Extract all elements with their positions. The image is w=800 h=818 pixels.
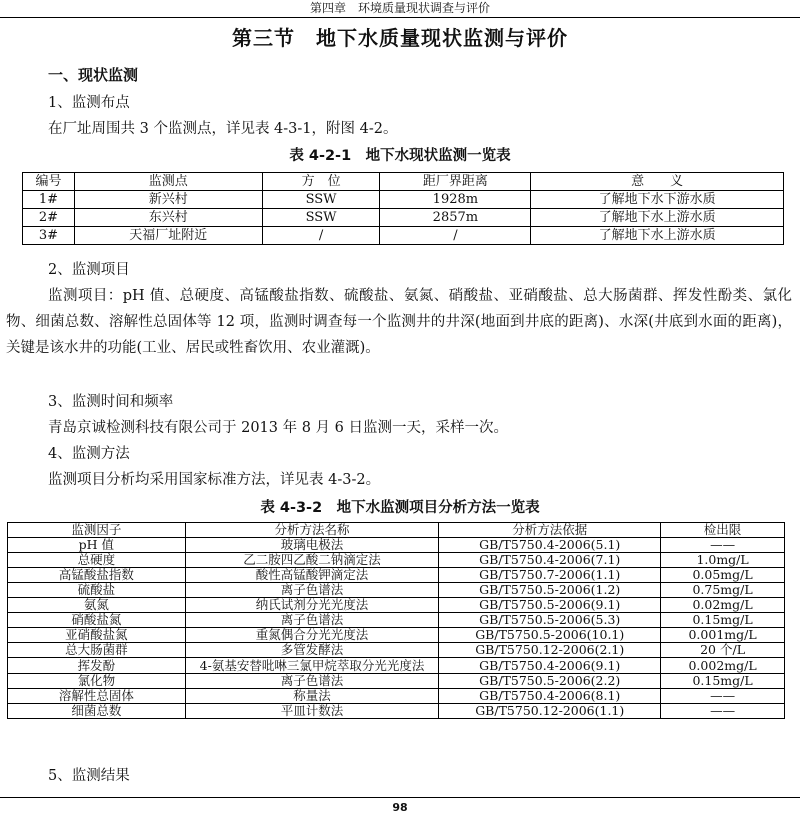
footer-rule: [0, 797, 800, 798]
table-header-row: [8, 523, 785, 538]
header-cell: 监测点: [74, 173, 262, 191]
table-cell: 0.75mg/L: [661, 583, 785, 598]
section-title: 第三节 地下水质量现状监测与评价: [232, 26, 568, 50]
table-row: [8, 598, 785, 613]
table-row: [8, 568, 785, 583]
table-cell: 天福厂址附近: [74, 227, 262, 245]
table-cell: 东兴村: [74, 209, 262, 227]
table-cell: 1.0mg/L: [661, 553, 785, 568]
table-cell: 亚硝酸盐氮: [8, 628, 186, 643]
header-cell: 分析方法名称: [185, 523, 439, 538]
table-row: [8, 704, 785, 719]
table-row: [8, 553, 785, 568]
table-cell: GB/T5750.12-2006(2.1): [439, 643, 661, 658]
header-cell: 检出限: [661, 523, 785, 538]
table-cell: 平皿计数法: [185, 704, 439, 719]
header-cell: 距厂界距离: [380, 173, 531, 191]
table-row: [8, 583, 785, 598]
table-row: [23, 209, 784, 227]
table-cell: 了解地下水上游水质: [531, 209, 784, 227]
table-cell: 0.001mg/L: [661, 628, 785, 643]
table-row: [8, 658, 785, 674]
table-cell: ——: [661, 704, 785, 719]
table-row: [8, 674, 785, 689]
page-number: 98: [392, 801, 408, 814]
table-cell: GB/T5750.5-2006(9.1): [439, 598, 661, 613]
table-cell: 重氮偶合分光光度法: [185, 628, 439, 643]
table-cell: 0.15mg/L: [661, 674, 785, 689]
header-rule: [0, 17, 800, 18]
table-cell: 4-氨基安替吡啉三氯甲烷萃取分光光度法: [185, 658, 439, 674]
table-cell: 0.002mg/L: [661, 658, 785, 674]
heading-monitoring-points: 1、监测布点: [48, 95, 130, 111]
table-cell: GB/T5750.5-2006(5.3): [439, 613, 661, 628]
monitoring-method-text: 监测项目分析均采用国家标准方法，详见表 4-3-2。: [48, 472, 381, 488]
table-cell: ——: [661, 689, 785, 704]
table-cell: 氯化物: [8, 674, 186, 689]
table-cell: 3#: [23, 227, 75, 245]
monitoring-items-text: 监测项目：pH 值、总硬度、高锰酸盐指数、硫酸盐、氨氮、硝酸盐、亚硝酸盐、总大肠菌群、挥发性酚类、氯化物、细菌总数、溶解性总固体等 12 项，监测时调查每一个监测井的井深(地面到井底的距离)、水深(井底到水面的距离)，关键是该水井的功能(工业、居民或牲畜饮用、农业灌溉)。: [6, 288, 792, 356]
table-cell: 硫酸盐: [8, 583, 186, 598]
time-frequency-text: 青岛京诚检测科技有限公司于 2013 年 8 月 6 日监测一天，采样一次。: [48, 420, 509, 436]
table-cell: 2857m: [380, 209, 531, 227]
table-cell: 纳氏试剂分光光度法: [185, 598, 439, 613]
table-cell: 多管发酵法: [185, 643, 439, 658]
table1-caption: 表 4-2-1 地下水现状监测一览表: [289, 148, 511, 164]
table-cell: 1#: [23, 191, 75, 209]
heading-current-monitoring: 一、现状监测: [48, 66, 139, 84]
table-row: [23, 227, 784, 245]
table-cell: SSW: [262, 191, 380, 209]
table-cell: 总硬度: [8, 553, 186, 568]
table-cell: GB/T5750.4-2006(5.1): [439, 538, 661, 553]
table-cell: GB/T5750.7-2006(1.1): [439, 568, 661, 583]
table-cell: /: [262, 227, 380, 245]
table-cell: GB/T5750.4-2006(7.1): [439, 553, 661, 568]
groundwater-monitoring-points-table: [22, 172, 784, 245]
table-cell: 氨氮: [8, 598, 186, 613]
table-cell: SSW: [262, 209, 380, 227]
header-cell: 监测因子: [8, 523, 186, 538]
table-cell: 了解地下水上游水质: [531, 227, 784, 245]
analysis-methods-table: [7, 522, 785, 719]
table2-caption: 表 4-3-2 地下水监测项目分析方法一览表: [260, 500, 540, 516]
table-cell: GB/T5750.4-2006(8.1): [439, 689, 661, 704]
table-row: [8, 538, 785, 553]
table-cell: 挥发酚: [8, 658, 186, 674]
table-row: [8, 628, 785, 643]
header-cell: 方 位: [262, 173, 380, 191]
table-cell: 离子色谱法: [185, 674, 439, 689]
table-cell: 0.05mg/L: [661, 568, 785, 583]
table-cell: 0.15mg/L: [661, 613, 785, 628]
running-header: 第四章 环境质量现状调查与评价: [309, 1, 490, 15]
heading-monitoring-results: 5、监测结果: [48, 768, 130, 784]
table-cell: 酸性高锰酸钾滴定法: [185, 568, 439, 583]
table-cell: 高锰酸盐指数: [8, 568, 186, 583]
table-row: [23, 191, 784, 209]
table-cell: 硝酸盐氮: [8, 613, 186, 628]
table-cell: 2#: [23, 209, 75, 227]
table-cell: GB/T5750.5-2006(2.2): [439, 674, 661, 689]
table-cell: 0.02mg/L: [661, 598, 785, 613]
table-row: [8, 613, 785, 628]
table-cell: GB/T5750.12-2006(1.1): [439, 704, 661, 719]
table-cell: 乙二胺四乙酸二钠滴定法: [185, 553, 439, 568]
heading-monitoring-method: 4、监测方法: [48, 446, 130, 462]
table-header-row: [23, 173, 784, 191]
heading-monitoring-items: 2、监测项目: [48, 262, 130, 278]
heading-time-frequency: 3、监测时间和频率: [48, 394, 174, 410]
table-row: [8, 689, 785, 704]
table-cell: 玻璃电极法: [185, 538, 439, 553]
table-cell: 20 个/L: [661, 643, 785, 658]
table-cell: GB/T5750.4-2006(9.1): [439, 658, 661, 674]
table-cell: ——: [661, 538, 785, 553]
table-cell: GB/T5750.5-2006(1.2): [439, 583, 661, 598]
table-row: [8, 643, 785, 658]
header-cell: 分析方法依据: [439, 523, 661, 538]
table-cell: pH 值: [8, 538, 186, 553]
table-cell: 称量法: [185, 689, 439, 704]
table-cell: 了解地下水下游水质: [531, 191, 784, 209]
table-cell: 细菌总数: [8, 704, 186, 719]
table-cell: 离子色谱法: [185, 583, 439, 598]
table-cell: /: [380, 227, 531, 245]
header-cell: 意 义: [531, 173, 784, 191]
monitoring-points-text: 在厂址周围共 3 个监测点，详见表 4-3-1，附图 4-2。: [48, 121, 398, 137]
header-cell: 编号: [23, 173, 75, 191]
table-cell: 新兴村: [74, 191, 262, 209]
table-cell: 离子色谱法: [185, 613, 439, 628]
table-cell: 1928m: [380, 191, 531, 209]
table-cell: 总大肠菌群: [8, 643, 186, 658]
table-cell: GB/T5750.5-2006(10.1): [439, 628, 661, 643]
table-cell: 溶解性总固体: [8, 689, 186, 704]
